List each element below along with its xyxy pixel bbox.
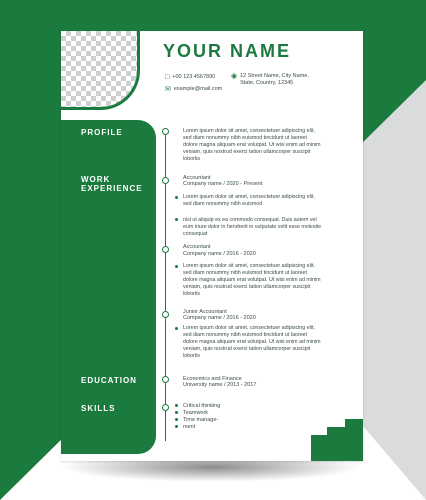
bullet-dot [175,265,178,268]
phone-contact [165,74,215,81]
address-contact [231,73,309,88]
section-education-label: EDUCATION [81,376,137,385]
skill-item: Teamwork [183,410,209,416]
experience-3-bullet-1: Lorem ipsum dolor sit amet, consectetuer adipiscing elit, sed diam nonummy nibh euismod tincidunt ut laoreet dolore magna aliquam erat volutpat. Ut wisi enim ad minim veniam, quis nostrud exerci tation ullamcorper suscipit lobortis [183,325,321,359]
education-school: University name / 2013 - 2017 [183,382,257,388]
experience-1-bullet-2: nisl ut aliquip ex ea commodo consequat. Duis autem vel eum iriure dolor in hendrerit in vulputate velit esse molestie consequat [183,217,322,237]
skill-item: Time manage- [183,417,219,423]
experience-3-title: Junior Accountant [183,309,227,315]
education-degree: Economics and Finance [183,376,242,382]
section-profile-label: PROFILE [81,128,123,137]
email-text: example@mail.com [173,86,223,92]
experience-3-company: Company name / 2016 - 2020 [183,315,256,321]
phone-text: +00 123 4567890 [172,74,216,80]
address-line2: State, Country, 12345 [240,80,294,87]
phone-icon: □ [165,74,170,81]
profile-text: Lorem ipsum dolor sit amet, consectetuer adipiscing elit, sed diam nonummy nibh euismod tincidunt ut laoreet dolore magna aliquam erat volutpat. Ut wisi enim ad minim veniam, quis nostrud exerci tation ullamcorper suscipit lobortis [183,128,321,162]
timeline-node-profile [162,128,169,135]
bullet-dot [175,196,178,199]
experience-2-bullet-1: Lorem ipsum dolor sit amet, consectetuer adipiscing elit, sed diam nonummy nibh euismod tincidunt ut laoreet dolore magna aliquam erat volutpat. Ut wisi enim ad minim veniam, quis nostrud exerci tation ullamcorper suscipit lobortis [183,263,321,297]
name-heading: YOUR NAME [163,41,292,61]
photo-placeholder [61,31,140,110]
address-line1: 12 Street Name, City Name, [240,73,309,79]
experience-1-bullet-1: Lorem ipsum dolor sit amet, consectetuer adipiscing elit, sed diam nonummy nibh euismod [183,194,315,207]
section-skills-label: SKILLS [81,404,116,413]
experience-1-company: Company name / 2020 - Present [183,181,263,187]
bullet-dot [175,404,178,407]
experience-2-title: Accountant [183,244,211,250]
timeline-node-education [162,376,169,383]
bullet-dot [175,327,178,330]
timeline-node-experience-2 [162,246,169,253]
bullet-dot [175,218,178,221]
skill-item: Critical thinking [183,403,221,409]
bullet-dot [175,411,178,414]
bullet-dot [175,418,178,421]
corner-step-decoration [311,419,363,461]
email-contact [165,86,222,93]
email-icon: ✉ [165,86,171,93]
resume-page [61,31,363,461]
timeline-node-skills [162,404,169,411]
address-block [240,73,309,88]
experience-1-title: Accountant [183,175,211,181]
experience-2-company: Company name / 2016 - 2020 [183,251,256,257]
timeline-node-experience-1 [162,177,169,184]
section-work-experience-label: WORK EXPERIENCE [81,175,143,194]
bullet-dot [175,425,178,428]
location-pin-icon: ◉ [231,73,238,80]
timeline-node-experience-3 [162,311,169,318]
skill-item: ment [183,424,196,430]
